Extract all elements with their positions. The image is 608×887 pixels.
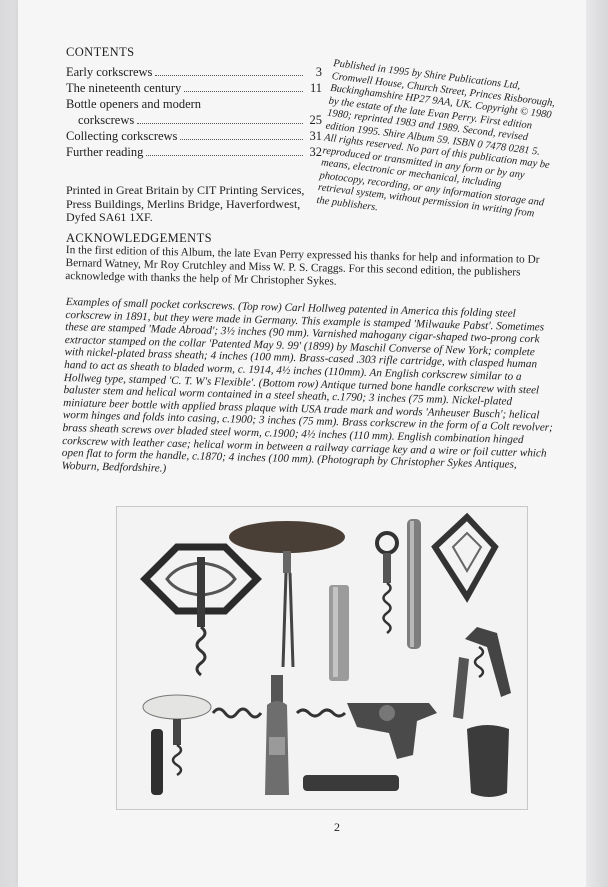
contents-section: [66, 44, 322, 160]
toc-entry-label: Further reading: [66, 145, 144, 159]
photo-caption: Examples of small pocket corkscrews. (Top row) Carl Hollweg patented in America this folding steel corkscrew in 1891, but they were made in Germany. This example is stamped 'Milwauke Pabst'. Sometimes these are stamped 'Made Abroad'; 3½ inches (90 mm). Varnished mahogany cigar-shaped two-prong cork extractor stamped on the collar 'Patented May 9. 99' (1899) by Maschil Converse of New York; complete with nickel-plated brass sheath; 4 inches (100 mm). Brass-cased .303 rifle cartridge, with clasped human hand to act as sheath to bladed worm, c. 1914, 4½ inches (110mm). An English corkscrew similar to a Hollweg type, stamped 'C. T. W's Flexible'. (Bottom row) Antique turned bone handle corkscrew with steel baluster stem and helical worm contained in a steel sheath, c.1790; 3 inches (75 mm). Nickel-plated miniature beer bottle with applied brass plaque with USA trade mark and words 'Anheuser Busch'; helical worm hinges and folds into casing, c.1900; 3 inches (75 mm). Brass corkscrew in the form of a Colt revolver; brass sheath screws over bladed steel worm, c.1900; 4½ inches (110 mm). English combination hinged corkscrew with leather case; helical worm in between a railway carriage key and a wire or foil cutter which open flat to form the handle, c.1870; 4 inches (100 mm). (Photograph by Christopher Sykes Antiques, Woburn, Bedfordshire.): [61, 296, 553, 475]
combination-hinged-corkscrew: [453, 627, 511, 719]
background-right-edge: [586, 0, 608, 887]
leather-case: [467, 725, 509, 797]
publication-info: Published in 1995 by Shire Publications Ltd, Cromwell House, Church Street, Princes Risborough, Buckinghamshire HP27 9AA, UK. Copyright © 1980 by the estate of the late Evan Perry. First edition 1980; reprinted 1983 and 1989. Second, revised edition 1995. Shire Album 59. ISBN 0 7478 0281 5. All rights reserved. No part of this publication may be reproduced or transmitted in any form or by any means, electronic or mechanical, including photocopy, recording, or any information storage and retrieval system, without permission in writing from the publishers.: [315, 58, 556, 220]
toc-entry-page: 31: [309, 129, 322, 143]
toc-entry-label: The nineteenth century: [66, 81, 182, 95]
toc-leader-dots: [180, 139, 303, 140]
toc-entry: [66, 96, 322, 128]
toc-entry: [66, 128, 322, 144]
bone-handle-corkscrew: [143, 695, 211, 795]
toc-entry-page: 32: [309, 145, 322, 159]
toc-entry-page: 25: [309, 113, 322, 127]
helical-worm: [213, 709, 261, 717]
hollweg-folding-corkscrew: [145, 547, 257, 675]
toc-entry-label-line2: corkscrews: [78, 113, 135, 127]
contents-heading: CONTENTS: [66, 45, 135, 59]
toc-leader-dots: [155, 75, 303, 76]
page-number: 2: [334, 820, 340, 834]
toc-entry-page: 3: [315, 65, 322, 79]
printer-info: Printed in Great Britain by CIT Printing Services, Press Buildings, Merlins Bridge, Haverfordwest, Dyfed SA61 1XF.: [66, 183, 305, 224]
acknowledgements-heading: ACKNOWLEDGEMENTS: [66, 231, 212, 245]
acknowledgements-text: In the first edition of this Album, the late Evan Perry expressed his thanks for help and information to Dr Bernard Watney, Mr Roy Crutchley and Miss W. P. S. Craggs. For this second edition, the publishers acknowledge with thanks the help of Mr Christopher Sykes.: [65, 244, 540, 288]
rifle-cartridge-corkscrew: [377, 519, 421, 649]
flexible-folding-corkscrew: [435, 517, 495, 597]
colt-revolver-corkscrew: [297, 703, 437, 759]
toc-entry-page: 11: [309, 81, 322, 95]
toc-entry-label: Collecting corkscrews: [66, 129, 178, 143]
brass-sheath: [303, 775, 399, 791]
corkscrews-illustration: [117, 507, 527, 809]
toc-entry: [66, 144, 322, 160]
toc-leader-dots: [184, 91, 303, 92]
toc-entry-label: Bottle openers and modern: [66, 97, 202, 111]
nickel-plated-sheath: [329, 585, 349, 681]
toc-entry: [66, 80, 322, 96]
book-page: [18, 0, 590, 887]
toc-leader-dots: [146, 155, 303, 156]
toc-entry-label: Early corkscrews: [66, 65, 153, 79]
toc-entry: [66, 64, 322, 80]
toc-leader-dots: [137, 123, 303, 124]
corkscrews-photograph: [116, 506, 528, 810]
miniature-beer-bottle: [265, 675, 289, 795]
